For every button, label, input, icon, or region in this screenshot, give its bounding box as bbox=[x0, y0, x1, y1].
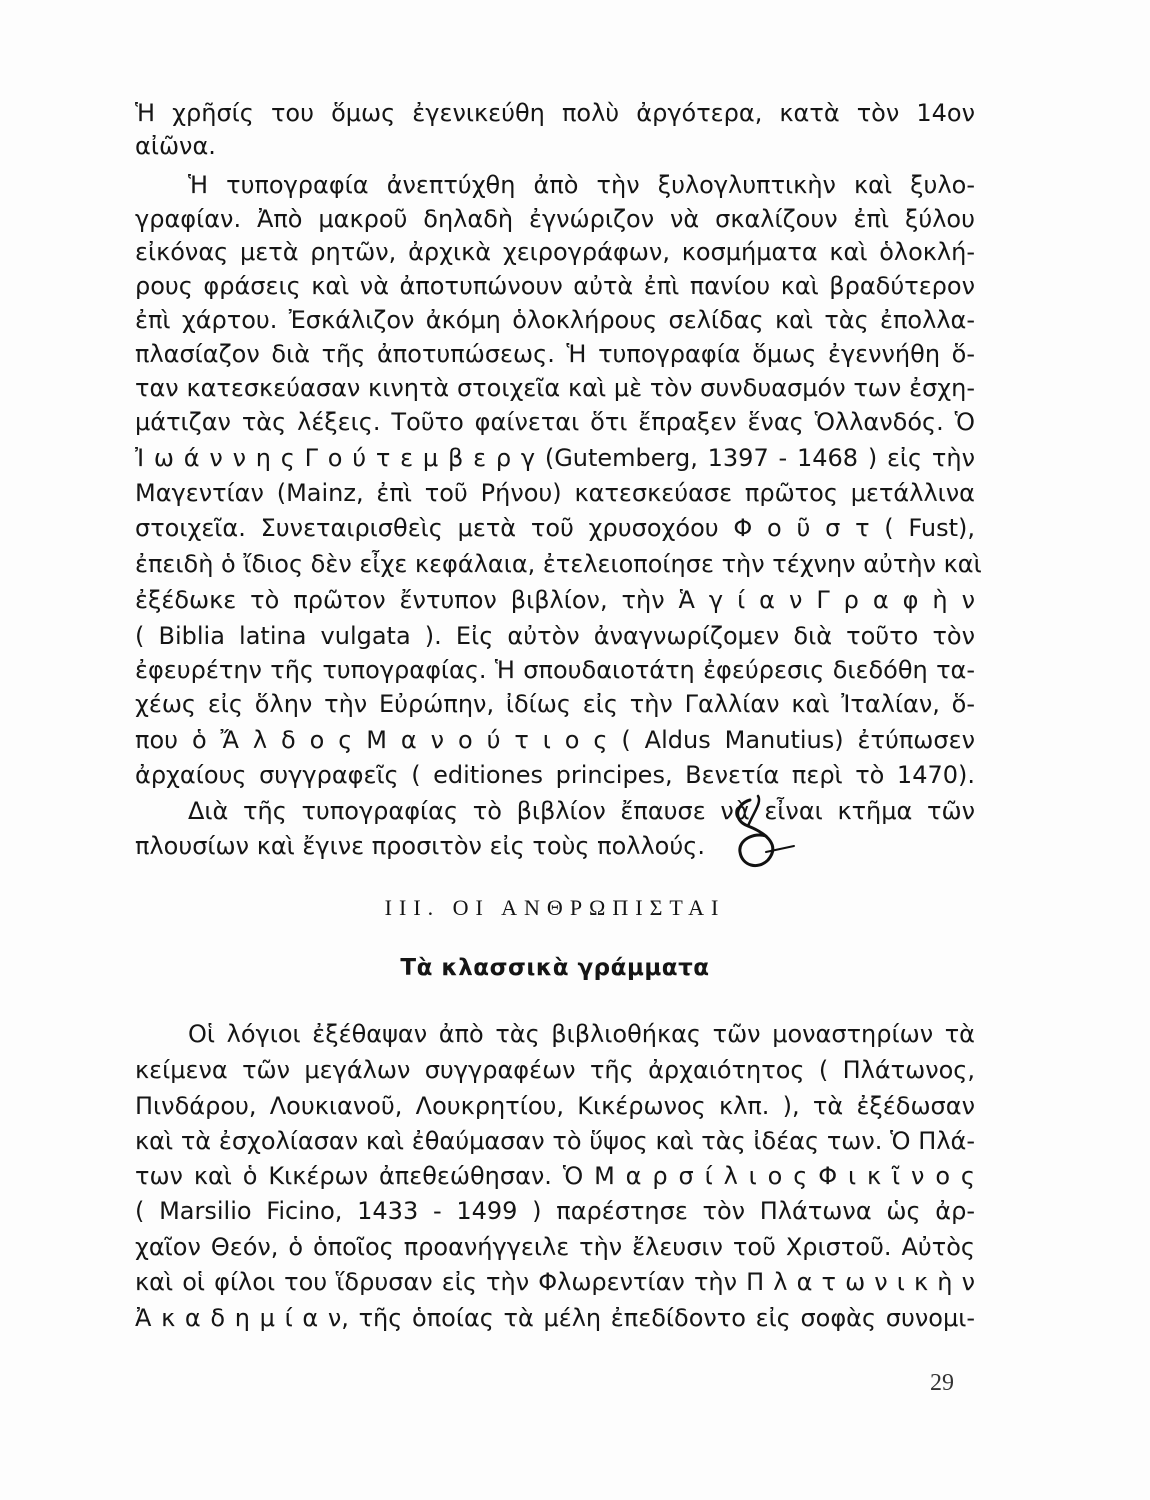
text-line: Οἱ λόγιοι ἐξέθαψαν ἀπὸ τὰς βιβλιοθήκας τῶν μοναστηρίων τὰ bbox=[188, 1020, 975, 1048]
text-line: πλουσίων καὶ ἔγινε προσιτὸν εἰς τοὺς πολλούς. bbox=[135, 832, 705, 860]
text-line: Μαγεντίαν (Mainz, ἐπὶ τοῦ Ρήνου) κατεσκεύασε πρῶτος μετάλλινα bbox=[135, 479, 975, 507]
text-line: πλασίαζον διὰ τῆς ἀποτυπώσεως. Ἡ τυπογραφία ὅμως ἐγεννήθη ὅ- bbox=[135, 340, 975, 368]
text-line: ρους φράσεις καὶ νὰ ἀποτυπώνουν αὐτὰ ἐπὶ πανίου καὶ βραδύτερον bbox=[135, 272, 975, 300]
text-line: ( Marsilio Ficino, 1433 - 1499 ) παρέστησε τὸν Πλάτωνα ὡς ἀρ- bbox=[135, 1197, 975, 1225]
section-subtitle: Τὰ κλασσικὰ γράμματα bbox=[400, 955, 710, 981]
text-line: ( Biblia latina vulgata ). Εἰς αὐτὸν ἀναγνωρίζομεν διὰ τοῦτο τὸν bbox=[135, 622, 975, 650]
text-line: στοιχεῖα. Συνεταιρισθεὶς μετὰ τοῦ χρυσοχόου Φ ο ῦ σ τ ( Fust), bbox=[135, 514, 975, 542]
text-line: Διὰ τῆς τυπογραφίας τὸ βιβλίον ἔπαυσε νὰ εἶναι κτῆμα τῶν bbox=[188, 797, 975, 825]
text-line: χαῖον Θεόν, ὁ ὁποῖος προανήγγειλε τὴν ἔλευσιν τοῦ Χριστοῦ. Αὐτὸς bbox=[135, 1233, 975, 1261]
handwritten-mark-icon bbox=[728, 790, 798, 880]
text-line: ἐπὶ χάρτου. Ἐσκάλιζον ἀκόμη ὁλοκλήρους σελίδας καὶ τὰς ἐπολλα- bbox=[135, 306, 975, 334]
text-line: ἐπειδὴ ὁ ἴδιος δὲν εἶχε κεφάλαια, ἐτελειοποίησε τὴν τέχνην αὐτὴν καὶ bbox=[135, 550, 982, 578]
text-line: μάτιζαν τὰς λέξεις. Τοῦτο φαίνεται ὅτι ἔπραξεν ἕνας Ὁλλανδός. Ὁ bbox=[135, 408, 975, 436]
text-line: Ἀ κ α δ η μ ί α ν, τῆς ὁποίας τὰ μέλη ἐπεδίδοντο εἰς σοφὰς συνομι- bbox=[135, 1304, 975, 1332]
section-heading: III. ΟΙ ΑΝΘΡΩΠΙΣΤΑΙ bbox=[384, 895, 726, 920]
text-line: ἐφευρέτην τῆς τυπογραφίας. Ἡ σπουδαιοτάτη ἐφεύρεσις διεδόθη τα- bbox=[135, 656, 975, 684]
text-line: κείμενα τῶν μεγάλων συγγραφέων τῆς ἀρχαιότητος ( Πλάτωνος, bbox=[135, 1056, 975, 1084]
text-line: αἰῶνα. bbox=[135, 132, 216, 160]
text-line: των καὶ ὁ Κικέρων ἀπεθεώθησαν. Ὁ Μ α ρ σ ί λ ι ο ς Φ ι κ ῖ ν ο ς bbox=[135, 1162, 975, 1190]
text-line: Ἡ τυπογραφία ἀνεπτύχθη ἀπὸ τὴν ξυλογλυπτικὴν καὶ ξυλο- bbox=[188, 171, 975, 199]
text-line: Ἰ ω ά ν ν η ς Γ ο ύ τ ε μ β ε ρ γ (Gutemberg, 1397 - 1468 ) εἰς τὴν bbox=[135, 444, 975, 472]
text-line: εἰκόνας μετὰ ρητῶν, ἀρχικὰ χειρογράφων, κοσμήματα καὶ ὁλοκλή- bbox=[135, 238, 975, 266]
text-line: καὶ τὰ ἐσχολίασαν καὶ ἐθαύμασαν τὸ ὕψος καὶ τὰς ἰδέας των. Ὁ Πλά- bbox=[135, 1127, 975, 1155]
text-line: χέως εἰς ὅλην τὴν Εὐρώπην, ἰδίως εἰς τὴν Γαλλίαν καὶ Ἰταλίαν, ὅ- bbox=[135, 690, 975, 718]
text-line: γραφίαν. Ἀπὸ μακροῦ δηλαδὴ ἐγνώριζον νὰ σκαλίζουν ἐπὶ ξύλου bbox=[135, 205, 975, 233]
page-number: 29 bbox=[930, 1370, 954, 1396]
text-line: ταν κατεσκεύασαν κινητὰ στοιχεῖα καὶ μὲ τὸν συνδυασμόν των ἐσχη- bbox=[135, 374, 975, 402]
text-line: Πινδάρου, Λουκιανοῦ, Λουκρητίου, Κικέρωνος κλπ. ), τὰ ἐξέδωσαν bbox=[135, 1092, 975, 1120]
text-line: ἀρχαίους συγγραφεῖς ( editiones principes, Βενετία περὶ τὸ 1470). bbox=[135, 761, 975, 789]
text-line: καὶ οἱ φίλοι του ἵδρυσαν εἰς τὴν Φλωρεντίαν τὴν Π λ α τ ω ν ι κ ὴ ν bbox=[135, 1268, 975, 1296]
text-line: Ἡ χρῆσίς του ὅμως ἐγενικεύθη πολὺ ἀργότερα, κατὰ τὸν 14ον bbox=[135, 99, 975, 127]
text-line: ἐξέδωκε τὸ πρῶτον ἔντυπον βιβλίον, τὴν Ἁ γ ί α ν Γ ρ α φ ὴ ν bbox=[135, 586, 975, 614]
text-line: που ὁ Ἄ λ δ ο ς Μ α ν ο ύ τ ι ο ς ( Aldus Manutius) ἐτύπωσεν bbox=[135, 726, 975, 754]
